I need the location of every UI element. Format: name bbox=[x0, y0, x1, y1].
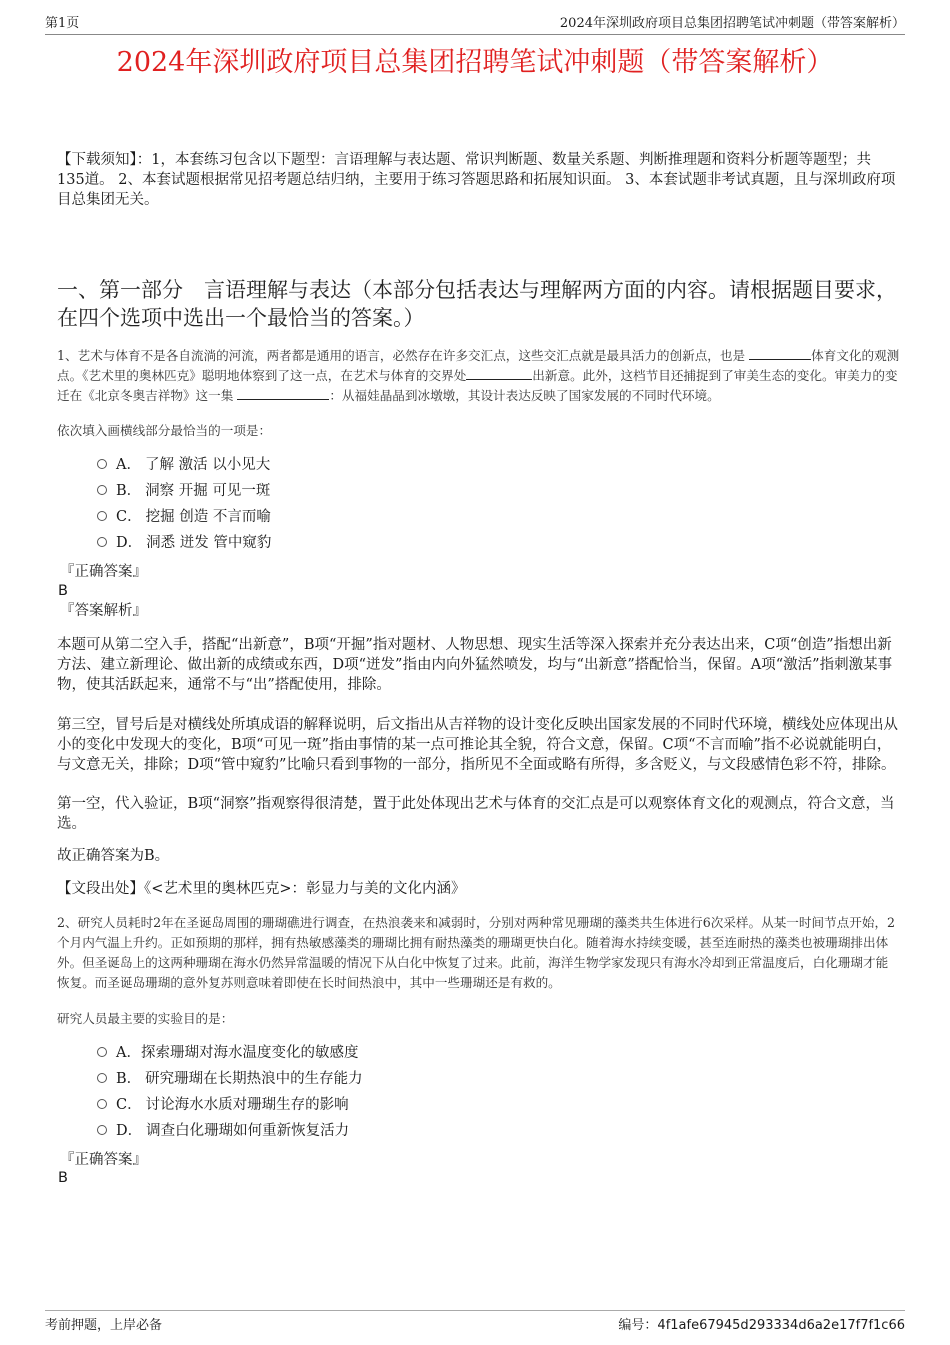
radio-icon[interactable] bbox=[97, 1073, 107, 1083]
option-b[interactable]: B． 洞察 开掘 可见一斑 bbox=[97, 478, 271, 504]
footer-code: 编号：4f1afe67945d293334d6a2e17f7f1c66 bbox=[618, 1318, 905, 1333]
question-1-prompt: 依次填入画横线部分最恰当的一项是： bbox=[57, 423, 272, 438]
question-1-text: 1、艺术与体育不是各自流淌的河流，两者都是通用的语言，必然存在许多交汇点，这些交汇点就是最具活力的创新点，也是 体育文化的观测点。《艺术里的奥林匹克》聪明地体察到了这一点，在艺术与体育的交界处 出新意。此外，这档节目还捕捉到了审美生态的变化。审美力的变迁在《北京冬奥吉祥物》这一集 ：从福娃晶晶到冰墩墩，其设计表达反映了国家发展的不同时代环境。 bbox=[57, 348, 900, 403]
header-doc-title: 2024年深圳政府项目总集团招聘笔试冲刺题（带答案解析） bbox=[559, 16, 905, 31]
radio-icon[interactable] bbox=[97, 1125, 107, 1135]
blank-2 bbox=[466, 367, 532, 380]
radio-icon[interactable] bbox=[97, 1099, 107, 1109]
option-c[interactable]: C． 挖掘 创造 不言而喻 bbox=[97, 504, 271, 530]
option-a[interactable]: A． 了解 激活 以小见大 bbox=[97, 452, 271, 478]
answer-label: 『正确答案』 bbox=[60, 1152, 147, 1168]
blank-3 bbox=[237, 387, 329, 400]
page-footer bbox=[45, 1310, 905, 1333]
footer-slogan: 考前押题，上岸必备 bbox=[45, 1318, 163, 1333]
analysis-conclusion: 故正确答案为B。 bbox=[57, 848, 170, 864]
question-2-options bbox=[97, 1040, 363, 1144]
option-d[interactable]: D． 洞悉 迸发 管中窥豹 bbox=[97, 530, 271, 556]
radio-icon[interactable] bbox=[97, 511, 107, 521]
correct-answer: B bbox=[58, 583, 68, 599]
question-2-text: 2、研究人员耗时2年在圣诞岛周围的珊瑚礁进行调查，在热浪袭来和减弱时，分别对两种常见珊瑚的藻类共生体进行6次采样。从某一时间节点开始，2个月内气温上升约。正如预期的那样，拥有热敏感藻类的珊瑚比拥有耐热藻类的珊瑚更快白化。随着海水持续变暖，甚至连耐热的藻类也被珊瑚排出体外。但圣诞岛上的这两种珊瑚在海水仍然异常温暖的情况下从白化中恢复了过来。此前，海洋生物学家发现只有海水冷却到正常温度后，白化珊瑚才能恢复。而圣诞岛珊瑚的意外复苏则意味着即使在长时间热浪中，其中一些珊瑚还是有救的。 bbox=[57, 915, 896, 990]
section-heading: 一、第一部分 言语理解与表达（本部分包括表达与理解两方面的内容。请根据题目要求，在四个选项中选出一个最恰当的答案。） bbox=[57, 278, 897, 330]
radio-icon[interactable] bbox=[97, 537, 107, 547]
question-2-prompt: 研究人员最主要的实验目的是： bbox=[57, 1011, 234, 1026]
document-title: 2024年深圳政府项目总集团招聘笔试冲刺题（带答案解析） bbox=[116, 47, 834, 78]
radio-icon[interactable] bbox=[97, 485, 107, 495]
correct-answer: B bbox=[58, 1170, 68, 1186]
blank-1 bbox=[749, 347, 811, 360]
analysis-label: 『答案解析』 bbox=[60, 603, 147, 619]
question-1-options bbox=[97, 452, 271, 556]
radio-icon[interactable] bbox=[97, 459, 107, 469]
download-notice: 【下载须知】：1，本套练习包含以下题型：言语理解与表达题、常识判断题、数量关系题、判断推理题和资料分析题等题型；共135道。 2、本套试题根据常见招考题总结归纳，主要用于练习答题思路和拓展知识面。 3、本套试题非考试真题，且与深圳政府项目总集团无关。 bbox=[57, 152, 896, 208]
analysis-paragraph: 第一空，代入验证，B项“洞察”指观察得很清楚，置于此处体现出艺术与体育的交汇点是可以观察体育文化的观测点，符合文意，当选。 bbox=[57, 796, 895, 832]
option-d[interactable]: D． 调查白化珊瑚如何重新恢复活力 bbox=[97, 1118, 363, 1144]
page-number: 第1页 bbox=[45, 16, 80, 31]
option-c[interactable]: C． 讨论海水水质对珊瑚生存的影响 bbox=[97, 1092, 363, 1118]
option-b[interactable]: B． 研究珊瑚在长期热浪中的生存能力 bbox=[97, 1066, 363, 1092]
page-header bbox=[45, 14, 905, 35]
radio-icon[interactable] bbox=[97, 1047, 107, 1057]
analysis-paragraph: 第三空，冒号后是对横线处所填成语的解释说明，后文指出从吉祥物的设计变化反映出国家发展的不同时代环境，横线处应体现出从小的变化中发现大的变化，B项“可见一斑”指由事情的某一点可推论其全貌，符合文意，保留。C项“不言而喻”指不必说就能明白，与文意无关，排除；D项“管中窥豹”比喻只看到事物的一部分，指所见不全面或略有所得，多含贬义，与文段感情色彩不符，排除。 bbox=[57, 717, 898, 773]
analysis-paragraph: 本题可从第二空入手，搭配“出新意”，B项“开掘”指对题材、人物思想、现实生活等深入探索并充分表达出来，C项“创造”指想出新方法、建立新理论、做出新的成绩或东西，D项“迸发”指由内向外猛然喷发，均与“出新意”搭配恰当，保留。A项“激活”指刺激某事物，使其活跃起来，通常不与“出”搭配使用，排除。 bbox=[57, 637, 893, 693]
option-a[interactable]: A．探索珊瑚对海水温度变化的敏感度 bbox=[97, 1040, 363, 1066]
passage-source: 【文段出处】《<艺术里的奥林匹克>：彰显力与美的文化内涵》 bbox=[57, 881, 466, 897]
answer-label: 『正确答案』 bbox=[60, 564, 147, 580]
